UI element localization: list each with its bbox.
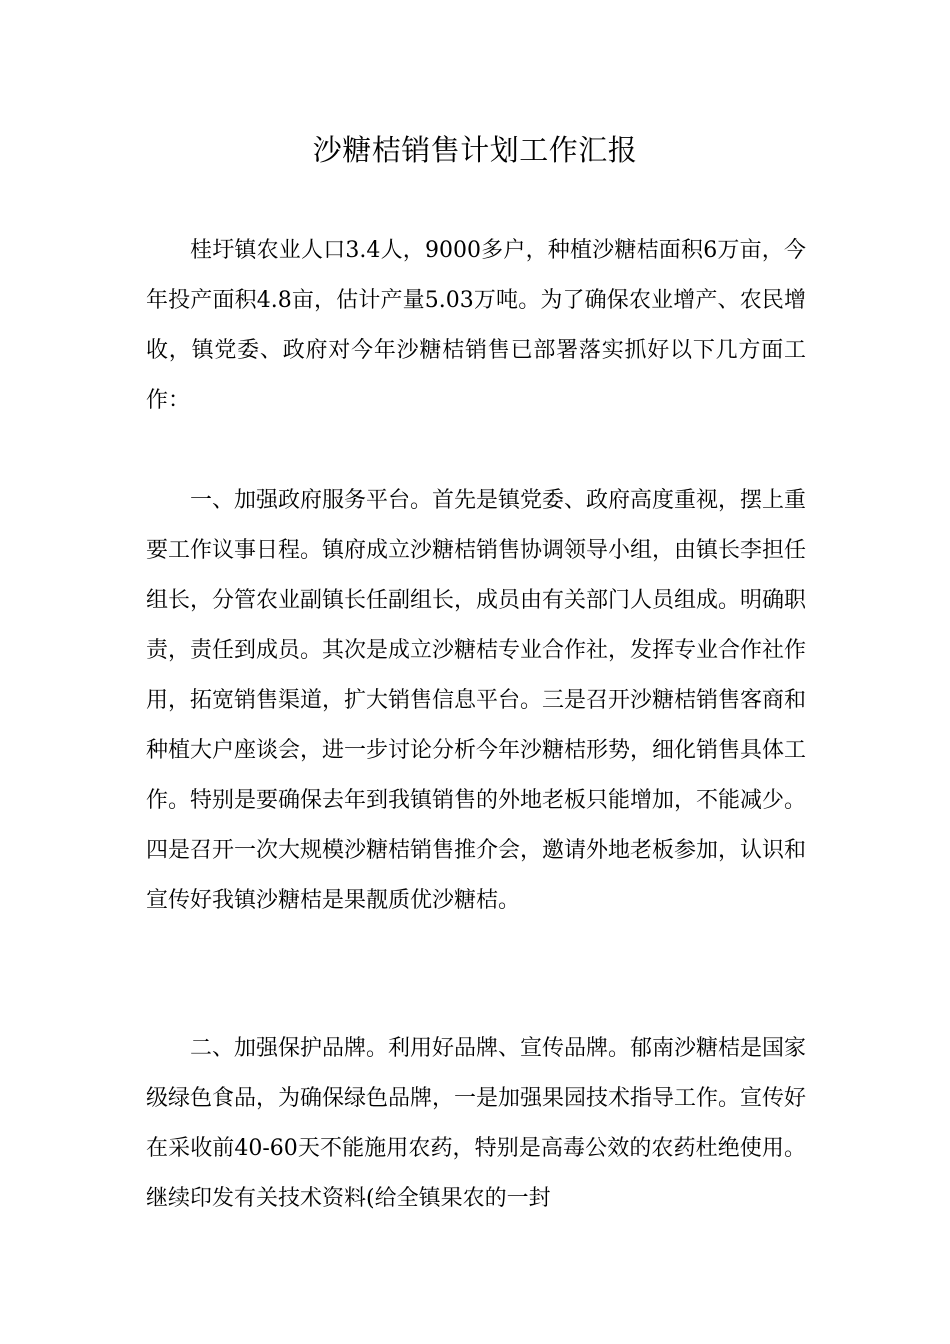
paragraph-section-two: 二、加强保护品牌。利用好品牌、宣传品牌。郁南沙糖桔是国家级绿色食品，为确保绿色品牌，一是加强果园技术指导工作。宣传好在采收前40-60天不能施用农药，特别是高毒公效的农药杜绝使用。继续印发有关技术资料(给全镇果农的一封 <box>146 1036 807 1211</box>
document-title: 沙糖桔销售计划工作汇报 <box>312 133 638 167</box>
paragraph-section-one: 一、加强政府服务平台。首先是镇党委、政府高度重视，摆上重要工作议事日程。镇府成立沙糖桔销售协调领导小组，由镇长李担任组长，分管农业副镇长任副组长，成员由有关部门人员组成。明确职责，责任到成员。其次是成立沙糖桔专业合作社，发挥专业合作社作用，拓宽销售渠道，扩大销售信息平台。三是召开沙糖桔销售客商和种植大户座谈会，进一步讨论分析今年沙糖桔形势，细化销售具体工作。特别是要确保去年到我镇销售的外地老板只能增加，不能减少。四是召开一次大规模沙糖桔销售推介会，邀请外地老板参加，认识和宣传好我镇沙糖桔是果靓质优沙糖桔。 <box>146 488 807 913</box>
paragraph-intro: 桂圩镇农业人口3.4人，9000多户，种植沙糖桔面积6万亩，今年投产面积4.8亩，估计产量5.03万吨。为了确保农业增产、农民增收，镇党委、政府对今年沙糖桔销售已部署落实抓好以下几方面工作： <box>146 238 806 413</box>
